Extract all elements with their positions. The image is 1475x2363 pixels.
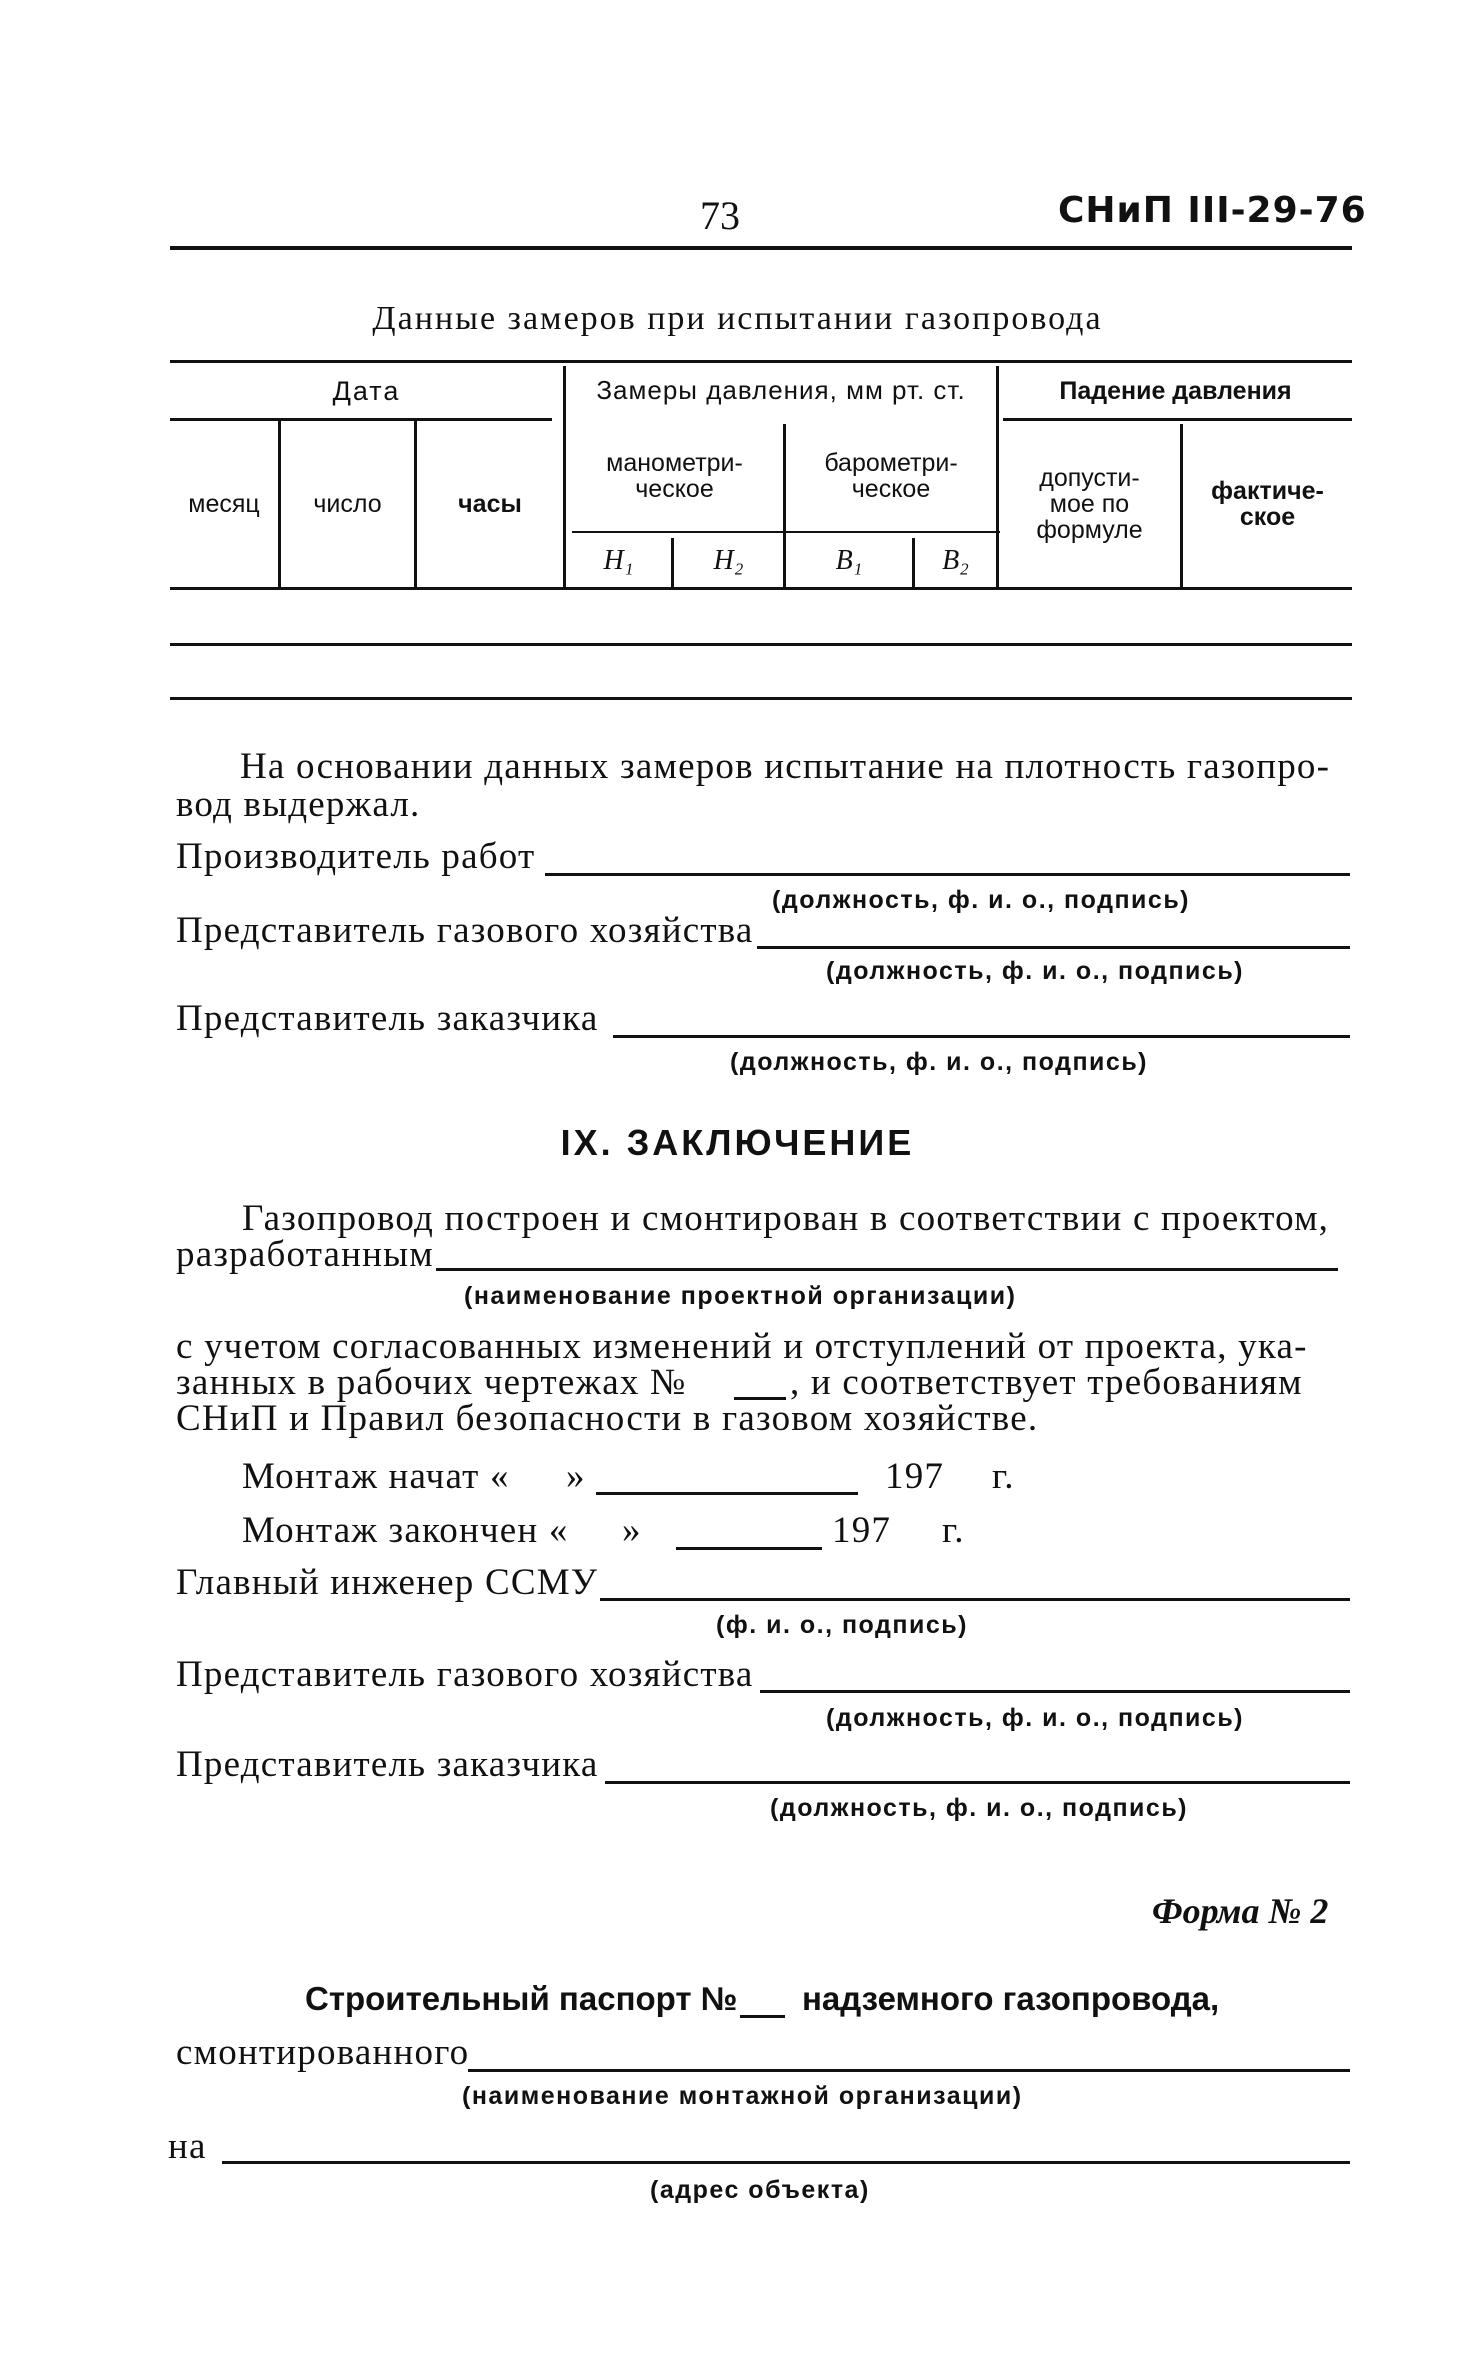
mount-end-year: 197 [832,1510,892,1551]
signature-line[interactable] [757,946,1350,949]
mounting-org-line[interactable] [468,2069,1350,2072]
section-title: IX. ЗАКЛЮЧЕНИЕ [560,1122,915,1163]
header-drop: Падение давления [1059,376,1292,405]
address-caption: (адрес объекта) [650,2176,870,2204]
design-org-line[interactable] [436,1268,1338,1271]
test-paragraph-line2: вод выдержал. [176,784,421,825]
page-number: 73 [700,193,740,238]
address-line[interactable] [222,2161,1350,2164]
document-id: СНиП III-29-76 [1058,190,1367,231]
col-hours: часы [458,489,522,518]
sub-barometric: барометри- ческое [824,448,958,503]
mount-start-quote: » [566,1456,586,1497]
table-sub-rule [572,531,1000,533]
signature-line[interactable] [605,1781,1350,1784]
mount-end-g: г. [942,1510,965,1551]
test-paragraph-line1: На основании данных замеров испытание на плотность газопро- [240,746,1331,787]
table-caption: Данные замеров при испытании газопровода [372,300,1103,337]
measurement-table [170,360,1352,590]
conclusion-line4b: , и соответствует требованиям [790,1362,1303,1403]
mount-end-quote: » [622,1510,642,1551]
signatory-label: Представитель заказчика [176,1744,599,1785]
signatory-label: Главный инженер ССМУ [176,1562,599,1603]
signature-caption: (должность, ф. и. о., подпись) [730,1048,1149,1076]
header-rule [170,246,1352,250]
col-allowed: допусти- мое по формуле [1036,463,1143,545]
passport-title-a: Строительный паспорт № [305,1980,738,2017]
mount-end-label: Монтаж закончен « [242,1510,569,1551]
mount-start-label: Монтаж начат « [242,1456,510,1497]
table-blank-row-rule [170,697,1352,700]
signature-caption: (должность, ф. и. о., подпись) [826,1704,1245,1732]
mount-start-year: 197 [885,1456,945,1497]
signatory-label: Представитель заказчика [176,998,599,1039]
signature-line[interactable] [545,873,1350,876]
conclusion-line2: разработанным [176,1234,434,1275]
col-h2: H₂ [713,545,744,577]
col-month: месяц [188,489,260,518]
mount-end-month-line[interactable] [676,1547,822,1550]
col-day: число [313,489,382,518]
signature-caption: (ф. и. о., подпись) [716,1611,968,1639]
design-org-caption: (наименование проектной организации) [464,1282,1017,1310]
sub-manometric: манометри- ческое [606,448,743,503]
table-top-rule [170,360,1352,363]
header-date: Дата [332,375,401,406]
signature-caption: (должность, ф. и. о., подпись) [770,1794,1189,1822]
mount-start-month-line[interactable] [596,1492,858,1495]
signatory-label: Представитель газового хозяйства [176,1654,754,1695]
passport-number-line[interactable] [740,2015,785,2018]
signatory-label: Производитель работ [176,836,536,877]
signature-caption: (должность, ф. и. о., подпись) [826,957,1245,985]
signatory-label: Представитель газового хозяйства [176,910,754,951]
conclusion-line1: Газопровод построен и смонтирован в соответствии с проектом, [242,1198,1330,1239]
conclusion-line5: СНиП и Правил безопасности в газовом хозяйстве. [176,1398,1039,1439]
header-pressure: Замеры давления, мм рт. ст. [596,375,966,406]
address-label: на [168,2126,207,2167]
signature-line[interactable] [760,1690,1350,1693]
form-number-label: Форма № 2 [1152,1891,1329,1931]
signature-line[interactable] [600,1598,1350,1601]
table-bottom-rule [170,587,1352,590]
table-drop-rule [1003,418,1352,421]
col-actual: фактиче- ское [1211,476,1324,531]
mount-start-g: г. [992,1456,1015,1497]
col-h1: H₁ [603,545,634,577]
mounted-label: смонтированного [176,2032,470,2073]
col-b1: B₁ [835,545,863,577]
table-blank-row-rule [170,643,1352,646]
signature-caption: (должность, ф. и. о., подпись) [772,886,1191,914]
conclusion-line4a: занных в рабочих чертежах № [176,1362,687,1403]
passport-title-b: надземного газопровода, [802,1980,1220,2017]
col-b2: B₂ [942,545,969,577]
table-date-rule [170,418,552,421]
conclusion-line3: с учетом согласованных изменений и отступлений от проекта, ука- [176,1326,1308,1367]
signature-line[interactable] [613,1035,1350,1038]
mounting-org-caption: (наименование монтажной организации) [462,2082,1023,2110]
